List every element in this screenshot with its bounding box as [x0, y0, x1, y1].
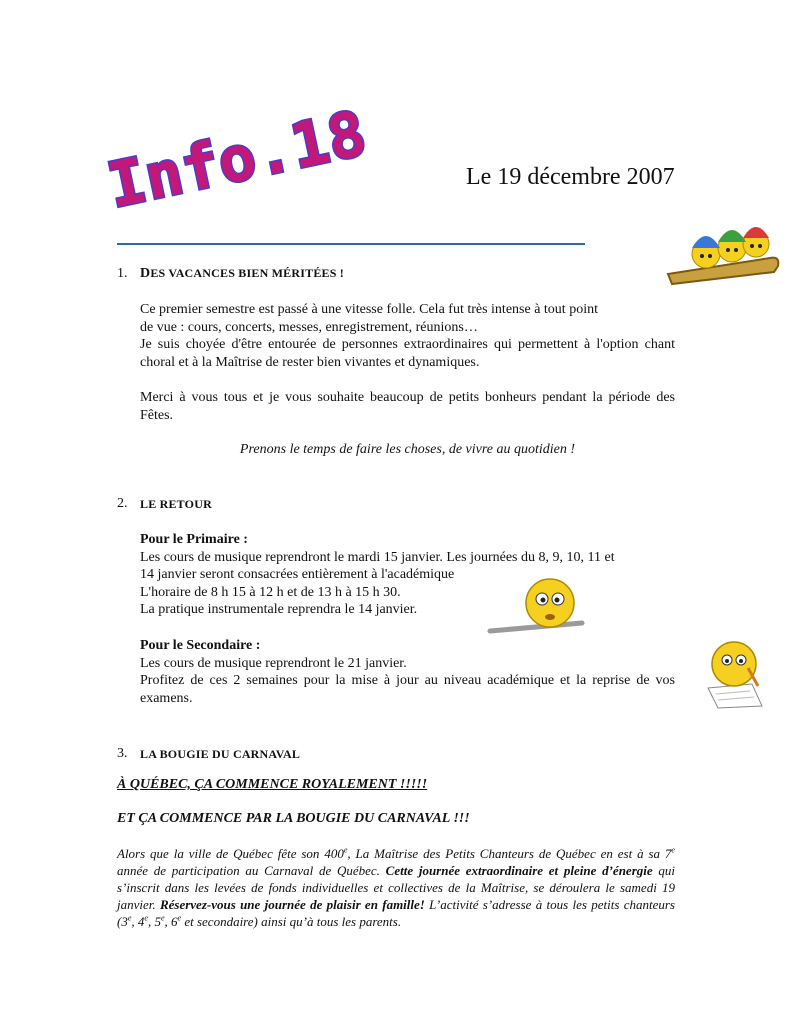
- primaire-heading: Pour le Primaire :: [140, 532, 248, 547]
- section-1-quote: Prenons le temps de faire les choses, de vivre au quotidien !: [239, 442, 576, 457]
- secondaire-block: Pour le Secondaire : Les cours de musique reprendront le 21 janvier. Profitez de ces 2 semaines pour la mise à jour au niveau académique et la reprise de vos examens.: [140, 638, 675, 706]
- section-3-number: 3.: [117, 746, 128, 761]
- info18-logo: [96, 92, 373, 223]
- issue-date: Le 19 décembre 2007: [466, 164, 675, 190]
- section-1-paragraph-1: Ce premier semestre est passé à une vitesse folle. Cela fut très intense à tout point de vue : cours, concerts, messes, enregistrement, réunions… Je suis choyée d'être entourée de personnes extraordinaires qui permettent à l'option chant choral et à la Maîtrise de rester bien vivantes et dynamiques.: [140, 302, 675, 370]
- writing-emoji-icon: [704, 638, 766, 710]
- toboggan-emoji-icon: [662, 214, 784, 296]
- secondaire-heading: Pour le Secondaire :: [140, 638, 261, 653]
- header-divider: [117, 243, 585, 245]
- carnaval-headline-1: À QUÉBEC, ÇA COMMENCE ROYALEMENT !!!!!: [117, 777, 428, 792]
- logo-text: Info.18: [101, 96, 373, 223]
- section-2-number: 2.: [117, 496, 128, 511]
- flute-emoji-icon: [486, 573, 586, 645]
- section-1-paragraph-2: Merci à vous tous et je vous souhaite beaucoup de petits bonheurs pendant la période des Fêtes.: [140, 390, 675, 423]
- section-2-title: LE RETOUR: [140, 497, 212, 511]
- section-1-title: DES VACANCES BIEN MÉRITÉES !: [140, 266, 344, 281]
- carnaval-headline-2: ET ÇA COMMENCE PAR LA BOUGIE DU CARNAVAL !!!: [117, 811, 470, 826]
- primaire-block: Pour le Primaire : Les cours de musique reprendront le mardi 15 janvier. Les journées du 8, 9, 10, 11 et 14 janvier seront consacrées entièrement à l'académique L'horaire de 8 h 15 à 12 h et de 13 h à 15 h 30. La pratique instrumentale reprendra le 14 janvier.: [140, 531, 675, 619]
- section-1-number: 1.: [117, 266, 128, 281]
- carnaval-paragraph: Alors que la ville de Québec fête son 400e, La Maîtrise des Petits Chanteurs de Québec en est à sa 7e année de participation au Carnaval de Québec. Cette journée extraordinaire et pleine d’énergie qui s’inscrit dans les levées de fonds individuelles et collectives de la Maîtrise, se déroulera le samedi 19 janvier. Réservez-vous une journée de plaisir en famille! L’activité s’adresse à tous les petits chanteurs (3e, 4e, 5e, 6e et secondaire) ainsi qu’à tous les parents.: [117, 845, 676, 929]
- section-3-title: LA BOUGIE DU CARNAVAL: [140, 747, 301, 761]
